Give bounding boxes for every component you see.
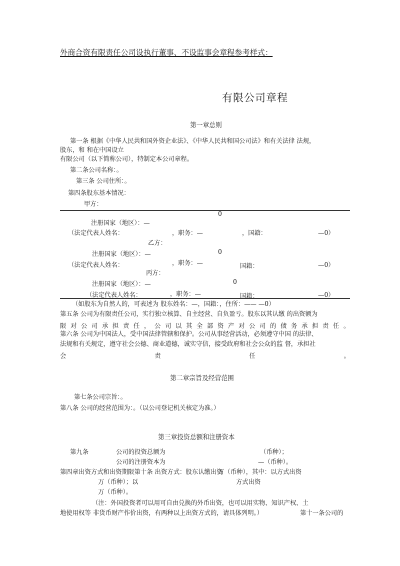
spread-char: 全 [196, 323, 203, 330]
article-10-currency: 万（币种），其中：以方式出资 [218, 469, 302, 476]
position-a: ，职务：— [172, 230, 203, 237]
dash-end-a: —0） [318, 230, 335, 237]
position-c: ，职务：— [170, 291, 201, 298]
article-6-line-2: 法规和有关规定，遵守社会公德、商业道德，诚实守信，接受政府和社会公众的监 督，承担社 [60, 341, 316, 348]
article-6-line-1: 第六条 公司为中国法人，受中国法律管辖和保护。公司从事经营活动，必须遵守中国 的法律、 [60, 331, 318, 338]
natural-person-note: （如股东为自然人的，可表述为 股东姓名：—，国籍：，住所：—— —0） [72, 301, 275, 308]
reg-country-a: 注册国家（地区）：— [91, 220, 150, 227]
article-9-total: 公司的投资总额为 [116, 449, 166, 456]
reg-country-b: 注册国家（地区）：— [92, 251, 151, 258]
zero-3: 0 [233, 279, 237, 286]
spread-char: ， [144, 323, 151, 330]
article-9-currency-1: （币种）； [260, 449, 288, 456]
spread-char: 产 [228, 323, 235, 330]
spread-char: 责 [123, 323, 130, 330]
spread-char: 。 [343, 353, 350, 360]
spread-char: 对 [70, 323, 77, 330]
spread-char: 承 [102, 323, 109, 330]
nationality-b: 国籍： [240, 263, 259, 270]
article-10-line-1: 第四章出资方式和出资期限第十条 出资方式：股东认缴出资 [60, 469, 223, 476]
spread-char: 其 [186, 323, 193, 330]
spread-char: 资 [217, 323, 224, 330]
article-1-line-3: 有限公司（以下简称公司），特制定本公司章程。 [60, 156, 194, 163]
spread-char: 对 [238, 323, 245, 330]
spread-char: 公 [249, 323, 256, 330]
chapter-1-title: 第一章总则 [190, 121, 222, 129]
article-9-registered: 公司的注册资本为 [116, 459, 166, 466]
spread-char: 任 [249, 353, 256, 360]
article-1-line-2: 股东，和 和在中国设立 [60, 147, 124, 154]
spread-char: 。 [343, 323, 350, 330]
shareholder-a-label: 甲方： [84, 201, 103, 208]
zero-2: 0 [218, 249, 222, 256]
article-9-currency-2: —（币种）。 [258, 459, 293, 466]
spread-char: 担 [112, 323, 119, 330]
article-6-line-3 [60, 351, 350, 360]
spread-char: 司 [91, 323, 98, 330]
nationality-c: 国籍： [240, 293, 259, 300]
document-heading: 外商合资有限责任公司设执行董事、不设监事会章程参考样式： [60, 48, 273, 57]
spread-char: 务 [291, 323, 298, 330]
article-11: 第十一条公司的 [300, 510, 344, 517]
reg-country-c: 注册国家（地区）：— [92, 281, 151, 288]
spread-char: 任 [133, 323, 140, 330]
article-5-line-2 [60, 321, 350, 330]
shareholder-b-label: 乙方： [148, 240, 167, 247]
zero-1: 0 [218, 211, 222, 218]
spread-char: 司 [165, 323, 172, 330]
spread-char: 公 [154, 323, 161, 330]
spread-char: 会 [60, 353, 67, 360]
spread-char: 限 [60, 323, 67, 330]
article-10-line-3: 万（币种）。 [98, 489, 133, 496]
spread-char: 司 [259, 323, 266, 330]
article-10-line-2b: 方式出资 [236, 479, 261, 486]
note-line-2: 地使用权等 非货币财产作价出资，有两种以上出资方式的，请具体列明。） [60, 510, 264, 517]
spread-char: 责 [322, 323, 329, 330]
dash-end-b: —0） [318, 262, 335, 269]
legal-rep-c: （法定代表人姓名： [86, 292, 142, 299]
position-b: ，职务：— [172, 260, 203, 267]
article-2: 第二条公司名称：。 [70, 167, 123, 174]
spread-char: 任 [333, 323, 340, 330]
spread-char: 部 [207, 323, 214, 330]
spread-char: 公 [81, 323, 88, 330]
shareholder-c-label: 丙方： [146, 270, 165, 277]
spread-char: 担 [312, 323, 319, 330]
chapter-3-title: 第三章投资总额和注册资本 [158, 433, 235, 441]
rule-c [60, 298, 350, 299]
article-9-label: 第九条 [70, 449, 89, 456]
dash-end-c: —0） [318, 292, 335, 299]
chapter-2-title: 第二章宗旨及经营范围 [170, 374, 234, 382]
spread-char: 以 [175, 323, 182, 330]
article-10-line-2a: 万（币种）；以 [98, 479, 139, 486]
legal-rep-b: （法定代表人姓名： [68, 262, 124, 269]
legal-rep-a: （法定代表人姓名： [68, 230, 124, 237]
spread-char: 责 [154, 353, 161, 360]
spread-char: 的 [270, 323, 277, 330]
article-7: 第七条公司宗旨：。 [74, 394, 127, 401]
note-line-1: （注：外国投资者可以用可自由兑换的外币出资，也可以用实物、知识产权、土 [92, 500, 309, 507]
article-3: 第三条 公司住所：。 [76, 178, 131, 185]
nationality-a: ，国籍： [242, 230, 267, 237]
spread-char: 债 [280, 323, 287, 330]
article-5-line-1: 第五条 公司为有限责任公司，实行独立核算、自主经营、自负盈亏。股东以其认缴 的出资额为 [60, 311, 318, 318]
spread-char: 承 [301, 323, 308, 330]
rule-a [60, 210, 350, 211]
article-8: 第八条 公司的经营范围为：。（以公司登记机关核定为准。） [60, 405, 220, 412]
document-title: 有限公司章程 [222, 92, 288, 104]
article-4: 第四条股东基本情况： [68, 190, 130, 197]
article-1-line-1: 第一条 根据《中华人民共和国外资企业法》、《中华人民共和国公司法》和有关法律 法规， [70, 138, 316, 145]
